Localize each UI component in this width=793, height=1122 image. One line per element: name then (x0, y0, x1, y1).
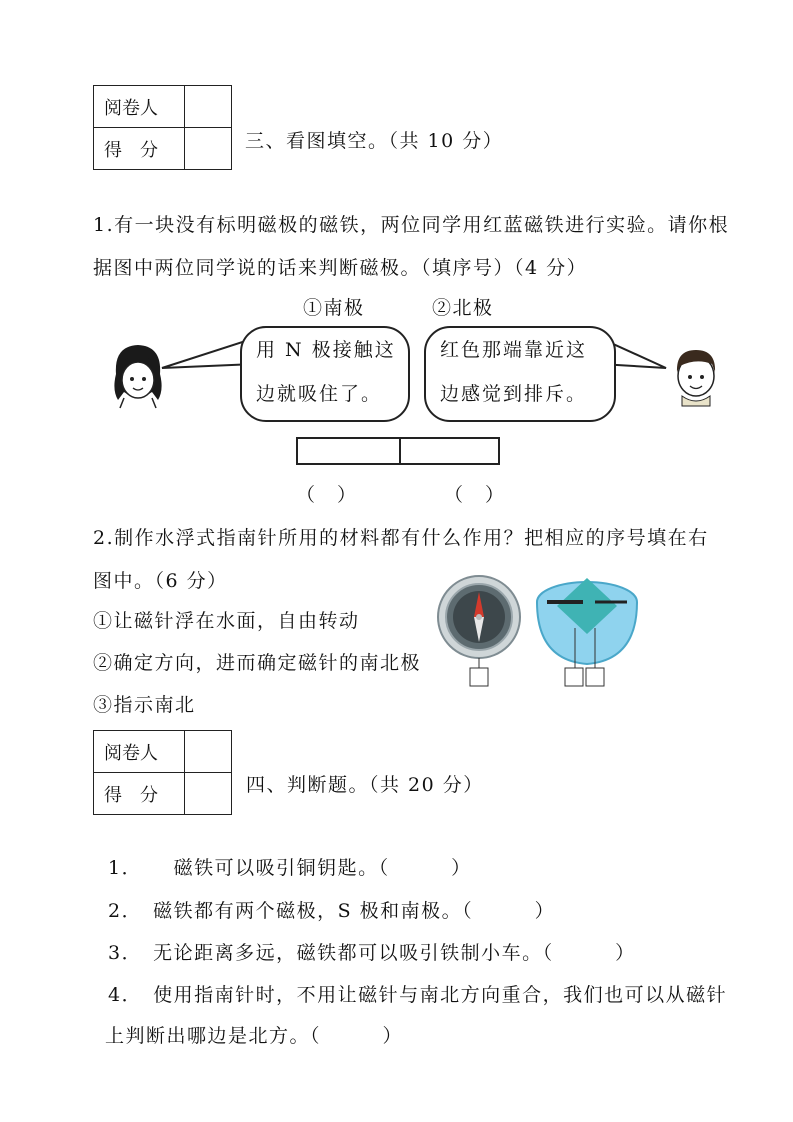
section3-title: 三、看图填空。（共 10 分） (245, 130, 504, 152)
q1-line1: 1.有一块没有标明磁极的磁铁，两位同学用红蓝磁铁进行实验。请你根 (93, 214, 730, 236)
magnet-right-half[interactable] (397, 437, 500, 465)
q1-option-north: ②北极 (432, 297, 494, 319)
judgment-item-4: 4． 使用指南针时，不用让磁针与南北方向重合，我们也可以从磁针 (108, 984, 728, 1006)
q1-line2: 据图中两位同学说的话来判断磁极。（填序号）（4 分） (93, 257, 588, 279)
score-table-section4 (93, 730, 232, 815)
boy-speech-bubble (424, 326, 616, 422)
water-compass-illustration (533, 568, 641, 690)
girl-illustration (108, 340, 168, 410)
q1-blank-left[interactable]: （ ） (296, 484, 358, 506)
q2-item1: ①让磁针浮在水面，自由转动 (93, 610, 360, 632)
q2-line2: 图中。（6 分） (93, 570, 228, 592)
q1-blank-right[interactable]: （ ） (444, 484, 506, 506)
judgment-item-3: 3． 无论距离多远，磁铁都可以吸引铁制小车。（ ） (108, 942, 636, 964)
compass-illustration (436, 574, 526, 689)
q2-line1: 2.制作水浮式指南针所用的材料都有什么作用？把相应的序号填在右 (93, 527, 709, 549)
q2-item2: ②确定方向，进而确定磁针的南北极 (93, 652, 422, 674)
q2-item3: ③指示南北 (93, 694, 196, 716)
judgment-item-4-cont: 上判断出哪边是北方。（ ） (105, 1025, 404, 1047)
section4-title: 四、判断题。（共 20 分） (246, 774, 484, 796)
girl-speech-bubble (240, 326, 410, 422)
boy-speech-line1: 红色那端靠近这 (440, 339, 588, 361)
judgment-item-2: 2． 磁铁都有两个磁极，S 极和南极。（ ） (108, 900, 556, 922)
score-table-section3 (93, 85, 232, 170)
boy-illustration (666, 340, 726, 410)
reviewer-blank[interactable] (185, 731, 232, 773)
q1-option-south: ①南极 (303, 297, 365, 319)
magnet-left-half[interactable] (296, 437, 401, 465)
reviewer-blank[interactable] (185, 86, 232, 128)
reviewer-label: 阅卷人 (94, 86, 185, 128)
score-blank[interactable] (185, 128, 232, 170)
girl-speech-line1: 用 N 极接触这 (256, 339, 396, 361)
judgment-item-1: 1． 磁铁可以吸引铜钥匙。（ ） (108, 857, 472, 879)
boy-speech-line2: 边感觉到排斥。 (440, 383, 588, 405)
score-label: 得 分 (94, 128, 185, 170)
reviewer-label: 阅卷人 (94, 731, 185, 773)
score-label: 得 分 (94, 773, 185, 815)
score-blank[interactable] (185, 773, 232, 815)
girl-speech-line2: 边就吸住了。 (256, 383, 383, 405)
